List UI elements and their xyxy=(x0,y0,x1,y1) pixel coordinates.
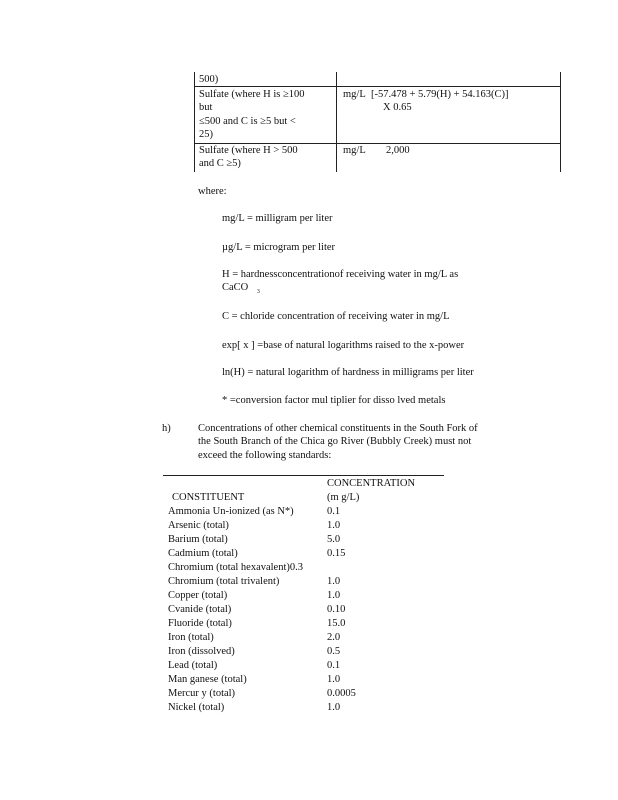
table-border-middle xyxy=(336,72,337,172)
table-cell-formula-factor: X 0.65 xyxy=(383,102,412,113)
constituent-name: Iron (dissolved) xyxy=(168,646,235,657)
table-cell-value: 2,000 xyxy=(386,145,410,156)
concentration-value: 0.10 xyxy=(327,604,346,615)
table-row xyxy=(168,604,488,618)
concentration-value: 0.5 xyxy=(327,646,341,657)
constituent-name: Arsenic (total) xyxy=(168,520,229,531)
standards-table-rule xyxy=(163,475,444,476)
concentration-value: 1.0 xyxy=(327,590,341,601)
table-row xyxy=(168,590,488,604)
concentration-value: 5.0 xyxy=(327,534,341,545)
standards-table-body xyxy=(168,506,498,726)
table-row xyxy=(168,576,488,590)
concentration-value: 1.0 xyxy=(327,674,341,685)
concentration-value: 2.0 xyxy=(327,632,341,643)
table-border-left xyxy=(194,72,195,172)
table-border-right xyxy=(560,72,561,172)
constituent-name: Fluoride (total) xyxy=(168,618,232,629)
table-row xyxy=(168,646,488,660)
table-row xyxy=(168,506,488,520)
header-concentration-unit: (m g/L) xyxy=(327,492,360,503)
concentration-value: 0.1 xyxy=(327,660,341,671)
definition-chloride: C = chloride concentration of receiving water in mg/L xyxy=(222,311,450,322)
concentration-value: 0.15 xyxy=(327,548,346,559)
constituent-name: Ammonia Un-ionized (as N*) xyxy=(168,506,294,517)
table-row xyxy=(168,548,488,562)
caco-subscript: 3 xyxy=(256,289,260,296)
table-row xyxy=(168,534,488,548)
table-cell-constituent: 25) xyxy=(199,129,213,140)
constituent-name: Cadmium (total) xyxy=(168,548,238,559)
definition-hardness-caco xyxy=(222,282,260,298)
table-cell-unit: mg/L xyxy=(343,89,366,100)
concentration-value: 15.0 xyxy=(327,618,346,629)
definition-ln-h: ln(H) = natural logarithm of hardness in milligrams per liter xyxy=(222,367,474,378)
table-cell-constituent: ≤500 and C is ≥5 but < xyxy=(199,116,296,127)
concentration-value: 0.1 xyxy=(327,506,341,517)
section-h-text-line: Concentrations of other chemical constituents in the South Fork of xyxy=(198,423,478,434)
concentration-value: 1.0 xyxy=(327,576,341,587)
table-row xyxy=(168,688,488,702)
constituent-name: Nickel (total) xyxy=(168,702,225,713)
definition-ug-per-l: µg/L = microgram per liter xyxy=(222,242,336,253)
section-h-text-line: exceed the following standards: xyxy=(198,450,332,461)
constituent-name: Barium (total) xyxy=(168,534,228,545)
section-h-marker: h) xyxy=(162,423,171,434)
table-row xyxy=(168,520,488,534)
table-cell-constituent: but xyxy=(199,102,213,113)
header-concentration: CONCENTRATION xyxy=(327,478,416,489)
definition-hardness: H = hardnessconcentrationof receiving water in mg/L as xyxy=(222,269,459,280)
definition-exp: exp[ x ] =base of natural logarithms raised to the x-power xyxy=(222,340,465,351)
concentration-value: 1.0 xyxy=(327,520,341,531)
concentration-value: 0.0005 xyxy=(327,688,356,699)
caco-text: CaCO xyxy=(222,282,249,293)
table-row xyxy=(168,702,488,716)
where-label: where: xyxy=(198,186,227,197)
constituent-name: Iron (total) xyxy=(168,632,214,643)
table-row xyxy=(168,618,488,632)
table-cell-constituent: Sulfate (where H > 500 xyxy=(199,145,298,156)
constituent-name: Cvanide (total) xyxy=(168,604,232,615)
table-row-divider xyxy=(194,143,561,144)
definition-conversion-factor: * =conversion factor mul tiplier for disso lved metals xyxy=(222,395,446,406)
constituent-name: Man ganese (total) xyxy=(168,674,247,685)
table-row xyxy=(168,674,488,688)
table-cell-constituent: 500) xyxy=(199,74,219,85)
constituent-name: Lead (total) xyxy=(168,660,218,671)
definition-mg-per-l: mg/L = milligram per liter xyxy=(222,213,333,224)
table-cell-constituent: Sulfate (where H is ≥100 xyxy=(199,89,305,100)
concentration-value: 1.0 xyxy=(327,702,341,713)
table-row xyxy=(168,660,488,674)
table-cell-unit: mg/L xyxy=(343,145,366,156)
header-constituent: CONSTITUENT xyxy=(172,492,245,503)
constituent-name: Chromium (total hexavalent)0.3 xyxy=(168,562,304,573)
constituent-name: Chromium (total trivalent) xyxy=(168,576,280,587)
constituent-name: Mercur y (total) xyxy=(168,688,236,699)
table-cell-constituent: and C ≥5) xyxy=(199,158,241,169)
section-h-text-line: the South Branch of the Chica go River (Bubbly Creek) must not xyxy=(198,436,472,447)
table-row-divider xyxy=(194,86,561,87)
table-row xyxy=(168,562,488,576)
constituent-name: Copper (total) xyxy=(168,590,228,601)
table-row xyxy=(168,632,488,646)
table-cell-formula: [-57.478 + 5.79(H) + 54.163(C)] xyxy=(371,89,509,100)
